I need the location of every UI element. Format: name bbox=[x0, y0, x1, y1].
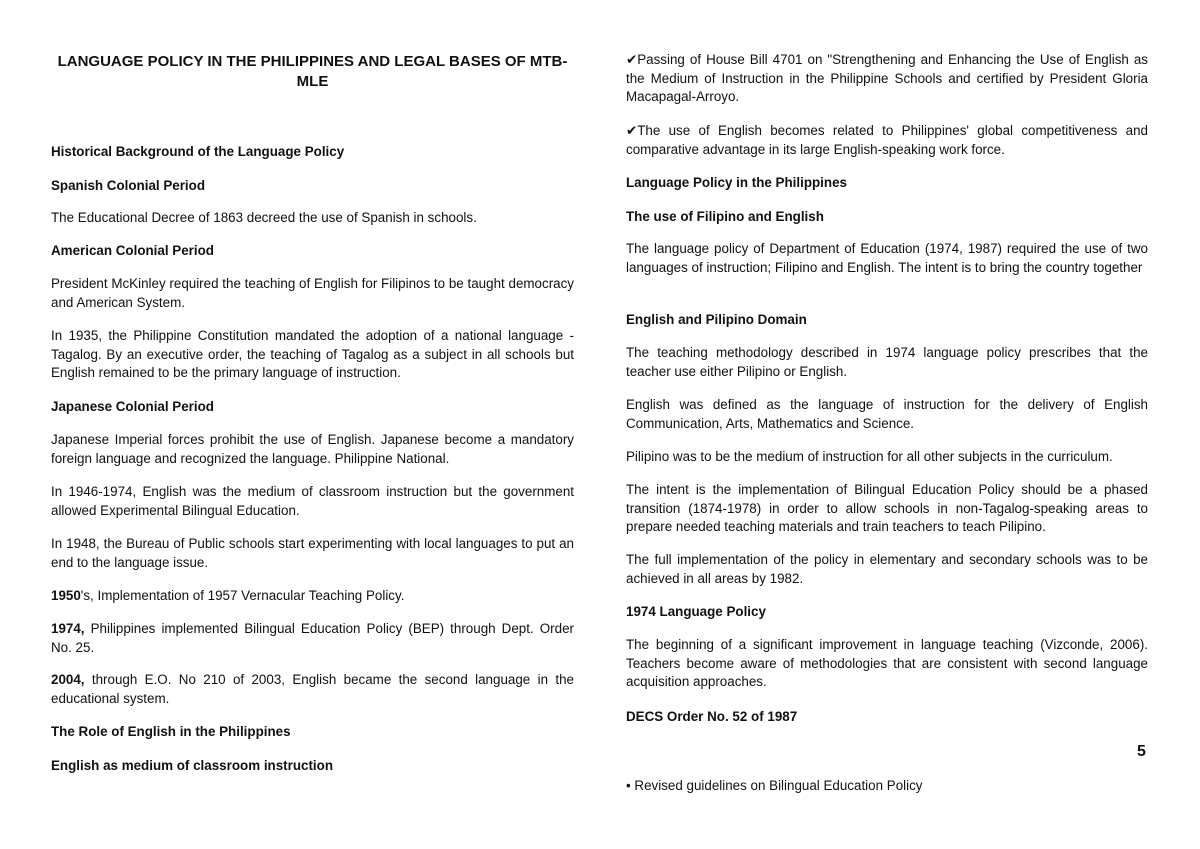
bullet-house-bill-4701: ✔Passing of House Bill 4701 on "Strengthening and Enhancing the Use of English as the Medium of Instruction in the Philippine Schools and certified by President Gloria Macapagal-Arroyo. bbox=[626, 52, 1148, 104]
section-heading-role-of-english: The Role of English in the Philippines bbox=[51, 724, 291, 739]
paragraph-1974 bbox=[51, 620, 574, 657]
bullet-revised-guidelines: • Revised guidelines on Bilingual Education Policy bbox=[626, 778, 923, 793]
section-heading-historical-background: Historical Background of the Language Policy bbox=[51, 144, 345, 159]
year-lead-1974: 1974, bbox=[51, 621, 85, 636]
section-heading-filipino-english: The use of Filipino and English bbox=[626, 209, 824, 224]
paragraph-pilipino-medium: Pilipino was to be the medium of instruction for all other subjects in the curriculum. bbox=[626, 449, 1113, 464]
paragraph-1946-1974: In 1946-1974, English was the medium of classroom instruction but the government allowed Experimental Bilingual Education. bbox=[51, 484, 574, 518]
section-heading-medium-of-instruction: English as medium of classroom instruction bbox=[51, 758, 334, 773]
paragraph-teaching-methodology: The teaching methodology described in 1974 language policy prescribes that the teacher use either Pilipino or English. bbox=[626, 345, 1148, 379]
section-heading-spanish-period: Spanish Colonial Period bbox=[51, 178, 206, 193]
paragraph-spanish-decree: The Educational Decree of 1863 decreed the use of Spanish in schools. bbox=[51, 210, 477, 225]
paragraph-1948-bureau: In 1948, the Bureau of Public schools start experimenting with local languages to put an end to the language issue. bbox=[51, 536, 574, 570]
paragraph-phased-transition: The intent is the implementation of Bilingual Education Policy should be a phased transition (1874-1978) in order to allow schools in non-Tagalog-speaking areas to prepare needed teaching materials and train teachers to teach Pilipino. bbox=[626, 482, 1148, 534]
paragraph-1974-improvement: The beginning of a significant improvement in language teaching (Vizconde, 2006). Teachers become aware of methodologies that are consistent with second language acquisition approaches. bbox=[626, 637, 1148, 689]
paragraph-mckinley: President McKinley required the teaching of English for Filipinos to be taught democracy and American System. bbox=[51, 276, 574, 310]
text-2004: through E.O. No 210 of 2003, English became the second language in the educational system. bbox=[51, 672, 574, 706]
paragraph-2004 bbox=[51, 671, 574, 708]
paragraph-1950s bbox=[51, 587, 574, 606]
year-lead-1950: 1950 bbox=[51, 588, 81, 603]
section-heading-decs-order: DECS Order No. 52 of 1987 bbox=[626, 709, 798, 724]
paragraph-full-implementation: The full implementation of the policy in elementary and secondary schools was to be achieved in all areas by 1982. bbox=[626, 552, 1148, 586]
page-title: LANGUAGE POLICY IN THE PHILIPPINES AND LEGAL BASES OF MTB-MLE bbox=[57, 53, 568, 90]
section-heading-japanese-period: Japanese Colonial Period bbox=[51, 399, 214, 414]
paragraph-english-defined: English was defined as the language of instruction for the delivery of English Communication, Arts, Mathematics and Science. bbox=[626, 397, 1148, 431]
section-heading-english-pilipino-domain: English and Pilipino Domain bbox=[626, 312, 807, 327]
bullet-global-competitiveness: ✔The use of English becomes related to Philippines' global competitiveness and comparative advantage in its large English-speaking work force. bbox=[626, 123, 1148, 157]
section-heading-language-policy: Language Policy in the Philippines bbox=[626, 175, 847, 190]
section-heading-american-period: American Colonial Period bbox=[51, 243, 214, 258]
page-number: 5 bbox=[1137, 743, 1146, 760]
paragraph-deped-policy: The language policy of Department of Education (1974, 1987) required the use of two languages of instruction; Filipino and English. The intent is to bring the country together bbox=[626, 241, 1148, 275]
paragraph-1935-constitution: In 1935, the Philippine Constitution mandated the adoption of a national language - Tagalog. By an executive order, the teaching of Tagalog as a subject in all schools but English remained to be the primary language of instruction. bbox=[51, 328, 574, 380]
text-1950s: 's, Implementation of 1957 Vernacular Teaching Policy. bbox=[80, 588, 405, 603]
text-1974: Philippines implemented Bilingual Education Policy (BEP) through Dept. Order No. 25. bbox=[51, 621, 574, 655]
year-lead-2004: 2004, bbox=[51, 672, 85, 687]
paragraph-japanese-forces: Japanese Imperial forces prohibit the use of English. Japanese become a mandatory foreign language and recognized the language. Philippine National. bbox=[51, 432, 574, 466]
section-heading-1974-policy: 1974 Language Policy bbox=[626, 604, 766, 619]
